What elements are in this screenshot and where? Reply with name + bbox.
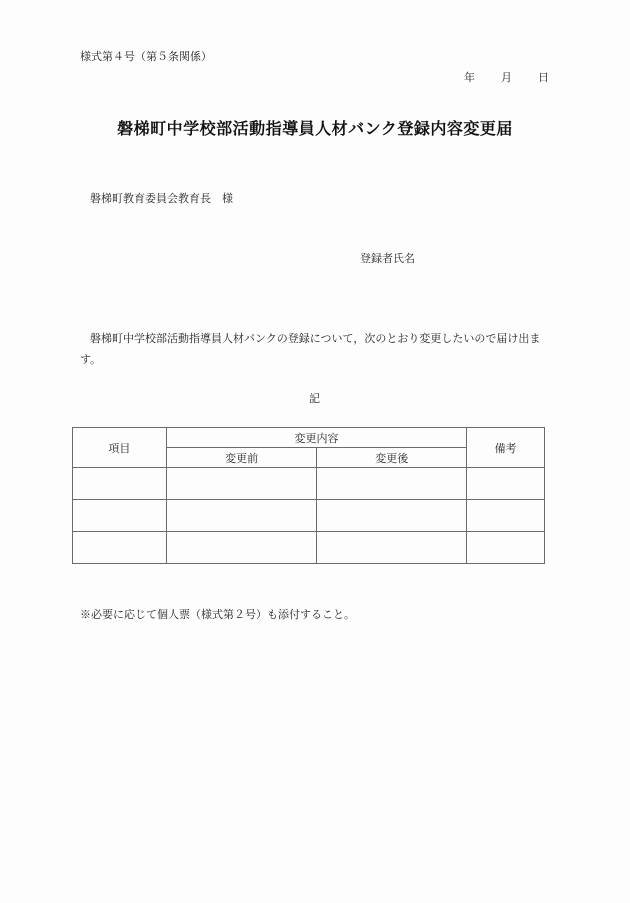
header-remarks: 備考 [467,428,545,468]
attachment-note: ※必要に応じて個人票（様式第２号）も添付すること。 [80,608,355,621]
cell-before [166,468,317,500]
header-item: 項目 [73,428,167,468]
document-title: 磐梯町中学校部活動指導員人材バンク登録内容変更届 [117,119,513,138]
table-header-row [73,428,545,448]
cell-after [317,500,467,532]
header-before: 変更前 [166,448,317,468]
cell-after [317,468,467,500]
date-month-label: 月 [501,71,512,84]
table-row [73,468,545,500]
body-text: 磐梯町中学校部活動指導員人材バンクの登録について，次のとおり変更したいので届け出ます。 [80,332,541,366]
date-year-label: 年 [464,71,475,84]
date-day-label: 日 [538,71,549,84]
ki-label: 記 [309,392,320,405]
cell-remarks [467,532,545,564]
cell-remarks [467,468,545,500]
cell-before [166,500,317,532]
header-change-content: 変更内容 [166,428,466,448]
applicant-name-label: 登録者氏名 [360,252,415,265]
cell-item [73,532,167,564]
cell-item [73,468,167,500]
addressee: 磐梯町教育委員会教育長 様 [90,192,233,205]
cell-item [73,500,167,532]
header-after: 変更後 [317,448,467,468]
cell-after [317,532,467,564]
table-row [73,532,545,564]
table-row [73,500,545,532]
form-number: 様式第４号（第５条関係） [80,50,212,63]
cell-remarks [467,500,545,532]
date-line [464,69,549,85]
cell-before [166,532,317,564]
changes-table [72,427,545,564]
